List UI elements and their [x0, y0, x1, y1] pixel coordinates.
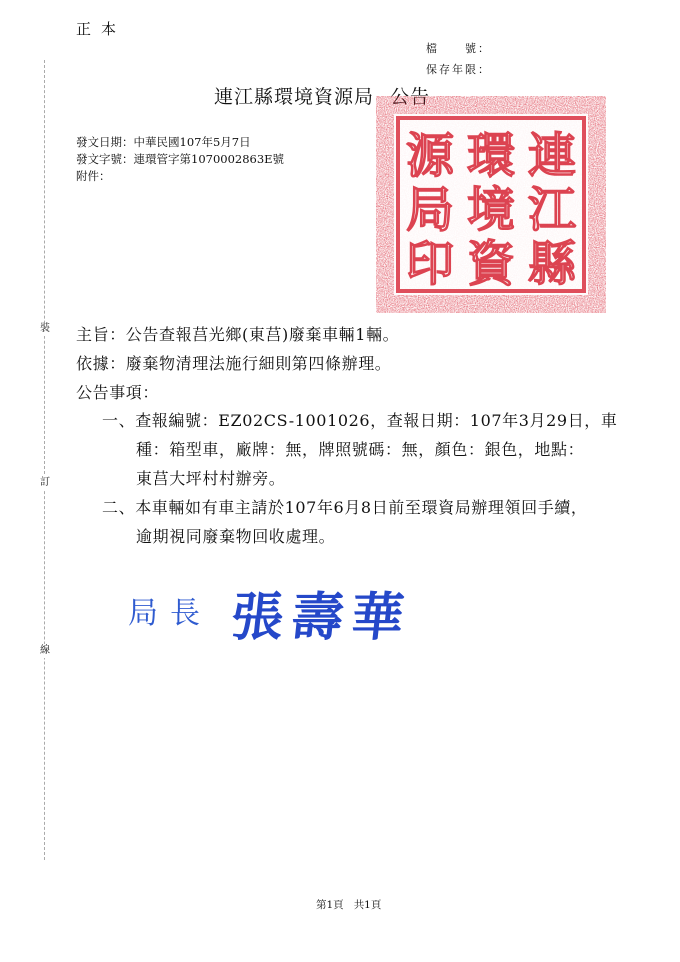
seal-char-4: 環: [466, 128, 516, 184]
binding-line: [44, 60, 45, 860]
item-1-line-2: 種：箱型車，廠牌：無，牌照號碼：無，顏色：銀色，地點：: [136, 440, 585, 459]
seal-char-9: 印: [405, 236, 455, 292]
binding-mark-1: 裝: [40, 323, 50, 334]
seal-char-7: 源: [405, 128, 455, 184]
item-1-line-3: 東莒大坪村村辦旁。: [136, 469, 286, 488]
seal-char-8: 局: [405, 182, 455, 238]
dispatch-date: 發文日期：中華民國107年5月7日: [76, 135, 251, 149]
page-number: 第1頁: [316, 899, 344, 911]
items-heading: 公告事項：: [76, 383, 160, 402]
signature-title: 局長: [128, 596, 212, 631]
page-total: 共1頁: [353, 899, 382, 911]
item-2-line-2: 逾期視同廢棄物回收處理。: [136, 527, 336, 546]
seal-char-6: 資: [466, 236, 516, 292]
original-copy-label: 正本: [76, 20, 127, 38]
signature-name: 張壽華: [228, 587, 415, 648]
binding-mark-3: 線: [40, 645, 50, 656]
subject-line: 主旨：公告查報莒光鄉(東莒)廢棄車輛1輛。: [76, 325, 400, 344]
file-number-label: 檔 號: [426, 42, 476, 55]
agency-name: 連江縣環境資源局: [214, 86, 375, 108]
dispatch-number: 發文字號：連環管字第1070002863E號: [76, 152, 285, 166]
attachment-label: 附件：: [76, 169, 111, 183]
seal-char-5: 境: [466, 182, 516, 238]
page-footer: [316, 897, 381, 912]
retention-period-row: 保存年限 ：: [426, 63, 489, 76]
binding-mark-2: 訂: [40, 477, 50, 488]
seal-char-2: 江: [527, 182, 577, 238]
official-seal: [372, 92, 610, 317]
item-1-line-1: 一、查報編號：EZ02CS-1001026，查報日期：107年3月29日，車: [102, 411, 618, 430]
seal-char-1: 連: [527, 128, 577, 184]
file-number-row: 檔 號 ：: [426, 42, 489, 55]
seal-char-3: 縣: [527, 236, 577, 292]
retention-period-label: 保存年限: [426, 63, 476, 76]
basis-line: 依據：廢棄物清理法施行細則第四條辦理。: [76, 354, 392, 373]
item-2-line-1: 二、本車輛如有車主請於107年6月8日前至環資局辦理領回手續，: [102, 498, 588, 517]
